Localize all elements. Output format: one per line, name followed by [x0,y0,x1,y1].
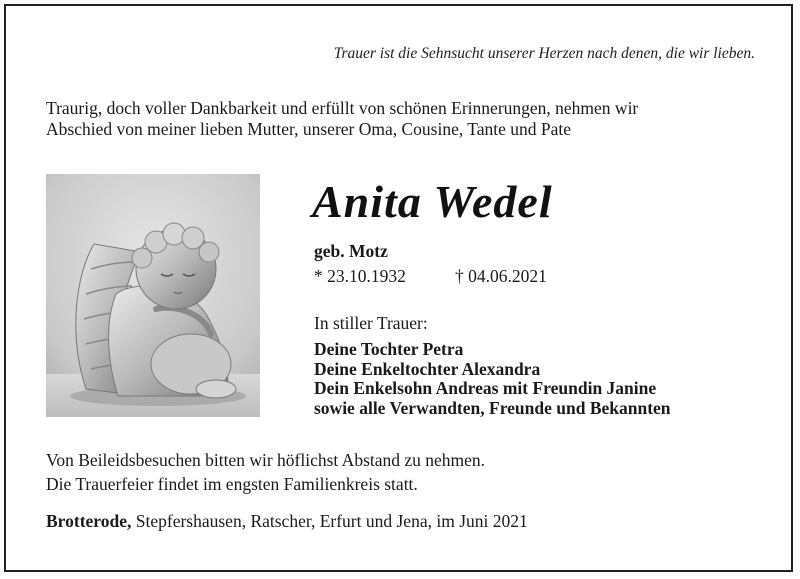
other-places: Stepfershausen, Ratscher, Erfurt und Jena, im Juni 2021 [131,511,528,531]
intro-line-1: Traurig, doch voller Dankbarkeit und erfüllt von schönen Erinnerungen, nehmen wir [46,98,639,118]
mourner-line: Dein Enkelsohn Andreas mit Freundin Janine [314,378,657,398]
deceased-name: Anita Wedel [312,176,553,227]
closing-line-1: Von Beileidsbesuchen bitten wir höflichst Abstand zu nehmen. [46,450,486,470]
intro-text [46,98,766,140]
mourner-line: sowie alle Verwandten, Freunde und Bekannten [314,397,671,418]
mourner-line: Deine Tochter Petra [314,339,464,359]
angel-figurine-photo [46,174,260,417]
mourning-intro: In stiller Trauer: [314,313,428,333]
mourners-list [314,340,671,418]
main-place: Brotterode, [46,511,132,531]
maiden-name: geb. Motz [314,241,388,261]
intro-line-2: Abschied von meiner lieben Mutter, unserer Oma, Cousine, Tante und Pate [46,119,572,139]
closing-text [46,448,485,496]
places-date-line [46,511,528,532]
birth-date: * 23.10.1932 [314,266,406,286]
mourner-line: Deine Enkeltochter Alexandra [314,358,541,379]
motto-quote: Trauer ist die Sehnsucht unserer Herzen nach denen, die wir lieben. [333,45,755,62]
closing-line-2: Die Trauerfeier findet im engsten Familienkreis statt. [46,474,418,494]
death-date: † 04.06.2021 [455,266,547,286]
